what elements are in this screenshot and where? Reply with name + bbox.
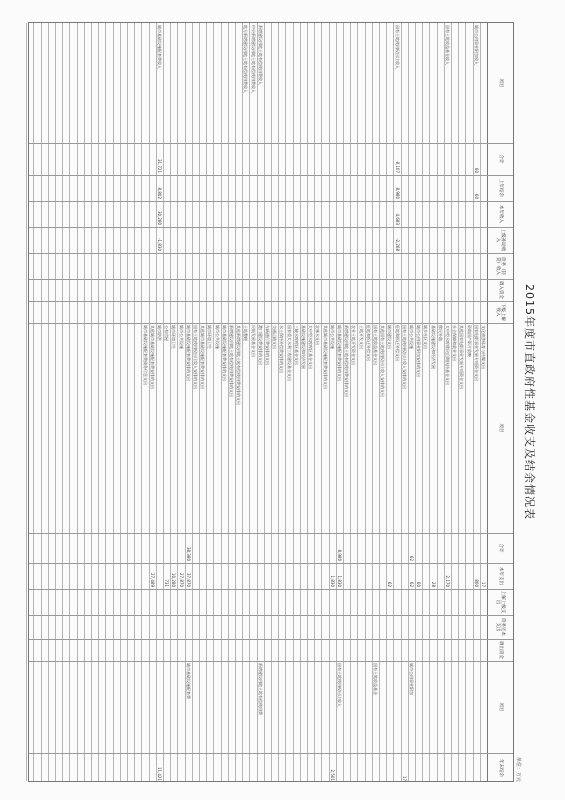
table-row xyxy=(91,23,98,781)
column-divider xyxy=(29,301,513,302)
table-row xyxy=(105,23,112,781)
expense-item-label: 城市建设支出 xyxy=(387,325,393,349)
expense-item-label: 国有土地使用权出让收入安排的支出 xyxy=(401,325,407,389)
balance-item-label: 国有土地使用权出让收入 xyxy=(337,663,342,707)
header-exp-current: 本年支出 xyxy=(497,567,503,585)
expense-item-label: 国有土地收益基金支出 xyxy=(373,325,378,365)
expense-item-label: 大中型水库移民后期扶持基金支出 xyxy=(445,325,450,385)
expense-item-label: 城市基础设施配套费安排的支出 xyxy=(337,325,342,381)
expense-current-value: 62 xyxy=(387,581,393,587)
expense-current-value: 37,870 xyxy=(185,573,191,587)
header-income-bond: 债务（转贷）收入 xyxy=(495,257,506,275)
header-income-item: 项目 xyxy=(497,78,503,88)
column-divider xyxy=(29,143,513,144)
income-item-label: 城市公用事业附加收入 xyxy=(473,25,479,65)
expense-item-label: 城市公用事业附加安排的支出 xyxy=(416,325,422,377)
expense-item-label: 城市环境卫生 xyxy=(207,325,213,349)
income-transfer-value: -2,268 xyxy=(394,238,400,251)
column-divider xyxy=(29,227,513,228)
income-total-value: 8,107 xyxy=(394,161,400,173)
table-row xyxy=(134,23,141,781)
expense-current-value: 1,830 xyxy=(337,575,342,587)
expense-current-value: 27,489 xyxy=(149,573,155,587)
expense-item-label: 城市公共设施 xyxy=(409,325,414,349)
expense-item-label: 城市基础设施配套费安排的支出 xyxy=(221,325,227,381)
expense-item-label: 城乡社区支出 xyxy=(423,325,429,349)
balance-value: 2,501 xyxy=(329,769,335,781)
table-row xyxy=(33,23,40,781)
column-divider xyxy=(29,533,513,534)
expense-current-value: 17 xyxy=(481,581,486,587)
expense-current-value: 2,170 xyxy=(445,575,450,587)
expense-item-label: 城市防洪 xyxy=(157,325,162,341)
header-income-lower: 下级上解收入 xyxy=(495,303,506,321)
header-income-total: 合计 xyxy=(497,154,503,164)
expense-current-value: 731 xyxy=(164,579,170,587)
income-total-value: 31,721 xyxy=(157,159,162,173)
expense-item-label: 城市环境卫生 xyxy=(171,325,177,349)
expense-item-label: 基础设施建设和经济发展 xyxy=(301,325,306,369)
expense-item-label: 港口建设费安排的支出 xyxy=(257,325,263,365)
expense-item-label: 征地和拆迁补偿支出 xyxy=(365,325,371,361)
expense-item-label: 新增建设用地土地有偿使用费安排的支出 xyxy=(229,325,234,397)
header-exp-adjust: 调出资金 xyxy=(497,641,503,659)
income-upper-value: 8,980 xyxy=(394,187,400,199)
expense-item-label: 国有土地使用权出让收入安排的支出 xyxy=(193,325,198,389)
header-exp-balance: 年末结余 xyxy=(497,759,503,777)
page-title: 2015年度市直政府性基金收支及结余情况表 xyxy=(523,284,536,520)
income-item-label: 国有土地收益基金收入 xyxy=(445,25,450,65)
expense-item-label: 其他城市基础设施配套费安排的支出 xyxy=(322,325,328,389)
column-divider xyxy=(29,279,513,280)
expense-item-label: 征地和拆迁补偿支出 xyxy=(394,325,400,361)
expense-item-label: 基础设施建设和经济发展 xyxy=(430,325,436,369)
table-row xyxy=(62,23,69,781)
expense-total-value: 62 xyxy=(409,555,414,561)
header-exp-balance-item: 项目 xyxy=(497,702,503,712)
expense-item-label: 农林水支出 xyxy=(315,325,321,345)
income-transfer-value: -1,830 xyxy=(157,238,162,251)
column-divider xyxy=(29,563,513,564)
income-total-value: 60 xyxy=(473,167,479,173)
table-row xyxy=(113,23,120,781)
header-exp-upper: 上解上级支出 xyxy=(495,590,506,614)
balance-item-label: 城市公用事业附加 xyxy=(409,663,414,695)
expense-item-label: 国家电影事业发展专项资金支出 xyxy=(473,325,479,381)
expense-item-label: 民航发展基金支出 xyxy=(250,325,256,357)
income-upper-value: 60 xyxy=(473,193,479,199)
income-item-label: 新增建设用地土地有偿使用费收入 xyxy=(257,25,263,85)
expense-item-label: 城市基础设施配套费债务付息支出 xyxy=(142,325,148,385)
expense-item-label: 城市基础设施配套费安排的支出 xyxy=(185,325,191,381)
column-divider xyxy=(29,323,513,324)
expense-item-label: 其他城市基础设施配套费安排的支出 xyxy=(149,325,155,389)
header-income-upper: 上年结余 xyxy=(497,179,503,197)
fund-table xyxy=(28,22,514,782)
column-divider xyxy=(29,661,513,662)
expense-item-label: 交通运输支出 xyxy=(272,325,278,349)
expense-current-value: 27,870 xyxy=(178,573,184,587)
table-row xyxy=(48,23,55,781)
header-exp-item: 项目 xyxy=(497,423,503,433)
expense-item-label: 大中型水库库区基金支出 xyxy=(308,325,314,369)
table-header-row xyxy=(487,23,513,781)
expense-total-value: 38,380 xyxy=(185,547,191,561)
expense-item-label: 文化旅游体育与传媒支出 xyxy=(481,325,486,369)
expense-current-value: 28 xyxy=(430,581,436,587)
expense-current-value: 800 xyxy=(473,579,479,587)
expense-item-label: 社会保障和就业支出 xyxy=(452,325,458,361)
column-divider xyxy=(29,589,513,590)
income-item-label: 城市基础设施配套费收入 xyxy=(157,25,162,69)
expense-item-label: 公有房屋 xyxy=(164,325,170,341)
expense-item-label: 新增建设用地土地有偿使用费安排的支出 xyxy=(344,325,350,397)
income-current-value: 30,280 xyxy=(157,211,162,225)
table-row xyxy=(77,23,84,781)
header-income-transfer: 上级补助收入 xyxy=(495,228,506,252)
table-row xyxy=(120,23,127,781)
table-row xyxy=(69,23,76,781)
rotated-table-container xyxy=(28,22,538,782)
expense-item-label: 土地整理 xyxy=(243,325,249,341)
header-exp-total: 合计 xyxy=(497,543,503,553)
expense-item-label: 城市公共设施 xyxy=(178,325,184,349)
income-item-label: 国有土地使用权出让收入 xyxy=(394,25,400,69)
column-divider xyxy=(29,175,513,176)
balance-value: 11,421 xyxy=(157,767,162,781)
balance-item-label: 新增建设用地土地有偿使用费 xyxy=(257,663,263,715)
expense-item-label: 移民补助 xyxy=(437,325,443,341)
expense-item-label: 水土保持补偿费安排的支出 xyxy=(279,325,285,373)
expense-item-label: 其他国有土地使用权出让收入安排的支出 xyxy=(380,325,386,397)
expense-item-label: 其他新增建设用地土地有偿使用费安排的支出 xyxy=(236,325,242,405)
header-exp-bond: 债务还本支出 xyxy=(495,618,506,636)
balance-item-label: 国有土地收益基金 xyxy=(373,663,378,695)
expense-current-value: 1,830 xyxy=(329,575,335,587)
column-divider xyxy=(29,753,513,754)
header-income-adjust: 调入资金 xyxy=(497,281,503,299)
expense-current-value: 62 xyxy=(409,581,414,587)
column-divider xyxy=(29,615,513,616)
expense-current-value: 60 xyxy=(416,581,422,587)
income-item-label: 中央新增建设用地土地有偿使用费收入 xyxy=(250,25,256,93)
income-upper-value: 8,802 xyxy=(157,187,162,199)
expense-item-label: 国家重大水利工程建设基金支出 xyxy=(286,325,292,381)
table-row xyxy=(26,23,33,781)
table-row xyxy=(41,23,48,781)
expense-item-label: 土地开发支出 xyxy=(358,325,364,349)
expense-item-label: 其他国家电影事业发展专项资金支出 xyxy=(459,325,465,389)
header-income-current: 本年收入 xyxy=(497,205,503,223)
unit-label: 单位：万元 xyxy=(515,756,521,782)
expense-total-value: 8,980 xyxy=(337,549,342,561)
balance-value: 17 xyxy=(401,775,407,781)
expense-item-label: 其他城市基础设施配套费安排的支出 xyxy=(200,325,206,389)
column-divider xyxy=(29,201,513,202)
table-row xyxy=(127,23,134,781)
expense-current-value: 10,280 xyxy=(171,573,177,587)
column-divider xyxy=(29,639,513,640)
balance-item-label: 城市基础设施配套费 xyxy=(185,663,191,699)
table-row xyxy=(84,23,91,781)
expense-item-label: 农业土地开发资金支出 xyxy=(351,325,357,365)
expense-item-label: 资助国产影片放映 xyxy=(466,325,472,357)
table-row xyxy=(98,23,105,781)
income-item-label: 地方新增建设用地土地有偿使用费收入 xyxy=(243,25,249,93)
table-row xyxy=(55,23,62,781)
income-current-value: 4,683 xyxy=(394,213,400,225)
expense-item-label: 城市公共设施 xyxy=(329,325,335,349)
column-divider xyxy=(29,253,513,254)
expense-item-label: 城市公共设施 xyxy=(214,325,220,349)
expense-item-label: 三峡水库库区基金支出 xyxy=(293,325,299,365)
expense-item-label: 车辆通行费安排的支出 xyxy=(265,325,270,365)
